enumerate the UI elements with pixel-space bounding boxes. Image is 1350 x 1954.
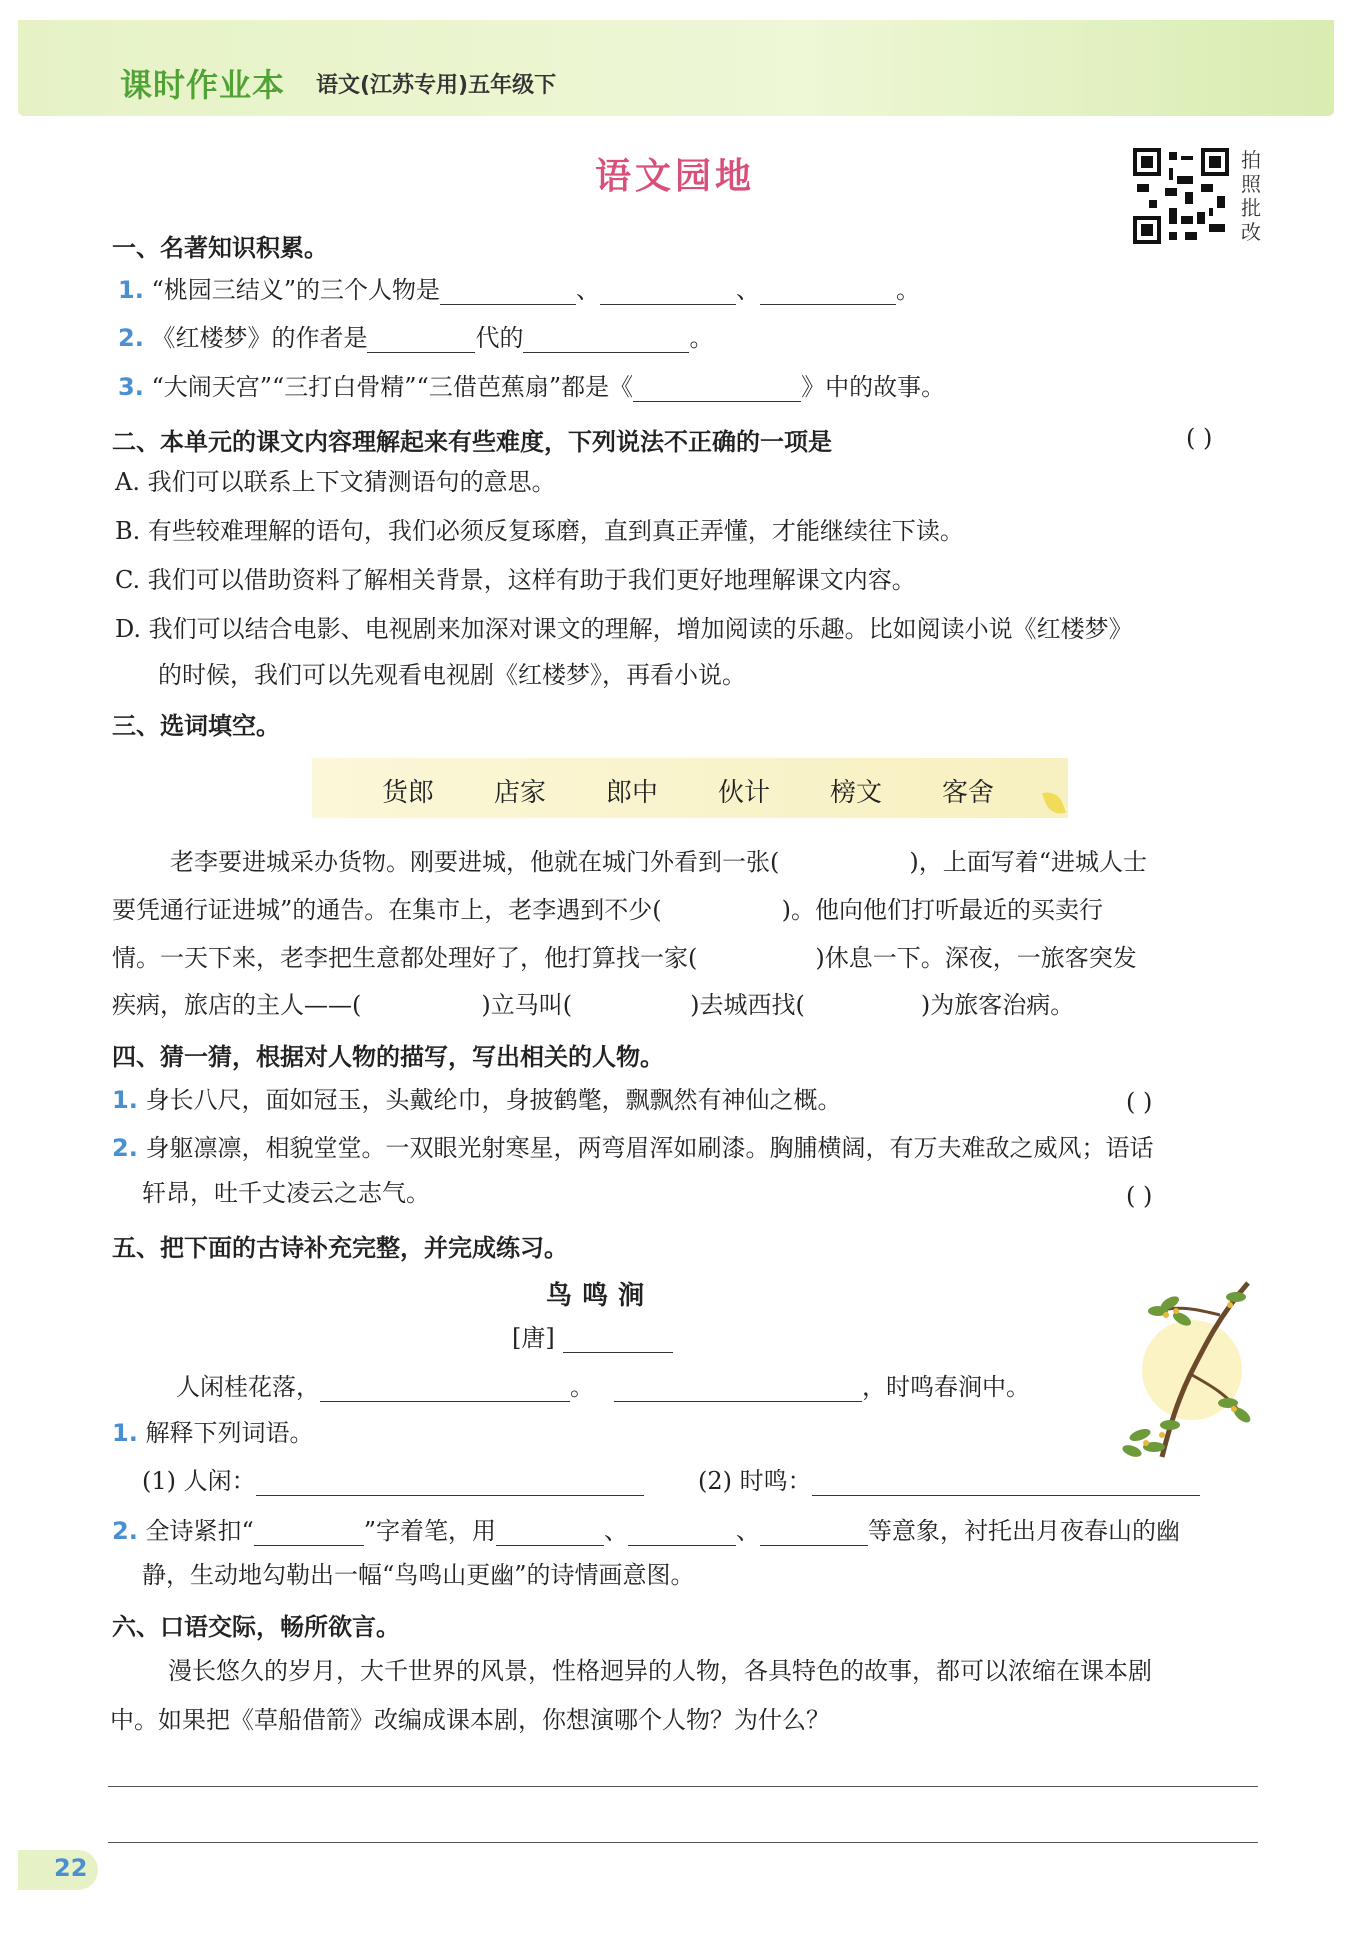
- q-number: 2.: [112, 1517, 138, 1545]
- fill-paragraph-line3: [112, 943, 1137, 973]
- answer-blank[interactable]: [760, 278, 896, 305]
- poem-line: [176, 1372, 1030, 1402]
- separator: 、: [736, 276, 761, 304]
- q-number: 2.: [112, 1134, 138, 1162]
- answer-paren[interactable]: ( ): [1186, 424, 1213, 452]
- s4-q2-line2: 轩昂，吐千丈凌云之志气。: [142, 1179, 430, 1207]
- punct: 。: [689, 324, 714, 352]
- section-3-heading: 三、选词填空。: [112, 712, 280, 740]
- s6-paragraph-line2: 中。如果把《草船借箭》改编成课本剧，你想演哪个人物？为什么？: [110, 1706, 830, 1734]
- poem-author-line: [512, 1323, 673, 1353]
- word-bank-item: 郎中: [606, 778, 659, 808]
- fill-paragraph-line4: [112, 990, 1074, 1020]
- s1-q1: [118, 275, 920, 305]
- fill-paragraph-line2: [112, 895, 1103, 925]
- punct: 。: [570, 1373, 594, 1401]
- term-label: (2) 时鸣：: [698, 1467, 812, 1495]
- poem-title: 鸟鸣涧: [545, 1281, 654, 1311]
- q-text: ”字着笔，用: [363, 1517, 497, 1545]
- s5-q1-b: [698, 1466, 1200, 1496]
- s5-q2-line1: [112, 1516, 1180, 1546]
- qr-code-icon[interactable]: [1133, 148, 1229, 244]
- poem-text: 人闲桂花落，: [176, 1373, 320, 1401]
- answer-blank[interactable]: [628, 1519, 736, 1546]
- section-6-heading: 六、口语交际，畅所欲言。: [112, 1613, 400, 1641]
- section-2-heading: 二、本单元的课文内容理解起来有些难度，下列说法不正确的一项是: [112, 428, 832, 456]
- separator: 、: [604, 1517, 629, 1545]
- s5-q2-line2: 静，生动地勾勒出一幅“鸟鸣山更幽”的诗情画意图。: [142, 1561, 695, 1589]
- q-text: 》中的故事。: [801, 373, 946, 401]
- s5-q1: [112, 1418, 313, 1448]
- poem-blank[interactable]: [614, 1375, 862, 1402]
- writing-line[interactable]: [108, 1786, 1258, 1787]
- q-text: 《红楼梦》的作者是: [151, 324, 368, 352]
- option-a: A. 我们可以联系上下文猜测语句的意思。: [115, 468, 556, 496]
- punct: 。: [896, 276, 921, 304]
- author-blank[interactable]: [563, 1326, 673, 1353]
- para-text: 疾病，旅店的主人——(: [112, 991, 362, 1019]
- qr-label: 拍照批改: [1241, 148, 1261, 244]
- option-c: C. 我们可以借助资料了解相关背景，这样有助于我们更好地理解课文内容。: [115, 566, 916, 594]
- separator: 、: [576, 276, 601, 304]
- para-text: )，上面写着“进城人士: [909, 848, 1148, 876]
- answer-blank[interactable]: [523, 326, 689, 353]
- option-d-line2: 的时候，我们可以先观看电视剧《红楼梦》，再看小说。: [158, 661, 746, 689]
- q-number: 1.: [118, 276, 144, 304]
- para-text: )为旅客治病。: [920, 991, 1075, 1019]
- answer-blank[interactable]: [256, 1469, 644, 1496]
- answer-blank[interactable]: [254, 1519, 364, 1546]
- answer-blank[interactable]: [760, 1519, 868, 1546]
- q-text: 身长八尺，面如冠玉，头戴纶巾，身披鹤氅，飘飘然有神仙之概。: [145, 1086, 842, 1114]
- q-text: “大闹天宫”“三打白骨精”“三借芭蕉扇”都是《: [151, 373, 634, 401]
- section-4-heading: 四、猜一猜，根据对人物的描写，写出相关的人物。: [112, 1043, 664, 1071]
- q-text: 全诗紧扣“: [145, 1517, 254, 1545]
- q-number: 1.: [112, 1086, 138, 1114]
- answer-blank[interactable]: [633, 375, 801, 402]
- q-number: 1.: [112, 1419, 138, 1447]
- s5-q1-a: [142, 1466, 644, 1496]
- poem-blank[interactable]: [320, 1375, 570, 1402]
- word-bank-item: 榜文: [830, 778, 883, 808]
- para-text: 要凭通行证进城”的通告。在集市上，老李遇到不少(: [112, 896, 662, 924]
- q-text: 解释下列词语。: [145, 1419, 314, 1447]
- section-5-heading: 五、把下面的古诗补充完整，并完成练习。: [112, 1234, 568, 1262]
- page-title: 语文园地: [594, 156, 755, 197]
- dynasty-label: [唐]: [512, 1324, 555, 1352]
- brand-title: 课时作业本: [120, 66, 286, 104]
- answer-blank[interactable]: [600, 278, 736, 305]
- s4-q1: [112, 1085, 841, 1115]
- word-bank-item: 货郎: [382, 778, 435, 808]
- writing-line[interactable]: [108, 1842, 1258, 1843]
- q-text: 身躯凛凛，相貌堂堂。一双眼光射寒星，两弯眉浑如刷漆。胸脯横阔，有万夫难敌之威风；语话: [145, 1134, 1154, 1162]
- q-number: 3.: [118, 373, 144, 401]
- word-bank-item: 客舍: [942, 778, 995, 808]
- q-text: “桃园三结义”的三个人物是: [151, 276, 441, 304]
- option-b: B. 有些较难理解的语句，我们必须反复琢磨，直到真正弄懂，才能继续往下读。: [115, 517, 964, 545]
- osmanthus-branch-illustration: [1110, 1275, 1260, 1465]
- word-bank-item: 伙计: [718, 778, 771, 808]
- answer-blank[interactable]: [440, 278, 576, 305]
- para-text: )立马叫(: [481, 991, 573, 1019]
- q-number: 2.: [118, 324, 144, 352]
- section-1-heading: 一、名著知识积累。: [112, 234, 328, 262]
- term-label: (1) 人闲：: [142, 1467, 256, 1495]
- para-text: )去城西找(: [690, 991, 805, 1019]
- s4-q2-line1: [112, 1133, 1153, 1163]
- s1-q3: [118, 372, 945, 402]
- q-text: 代的: [475, 324, 524, 352]
- answer-paren[interactable]: ( ): [1126, 1182, 1153, 1210]
- fill-paragraph-line1: [170, 847, 1147, 877]
- word-bank-item: 店家: [494, 778, 547, 808]
- answer-blank[interactable]: [496, 1519, 604, 1546]
- option-d-line1: D. 我们可以结合电影、电视剧来加深对课文的理解，增加阅读的乐趣。比如阅读小说《红楼梦》: [115, 615, 1133, 643]
- para-text: )休息一下。深夜，一旅客突发: [815, 944, 1137, 972]
- para-text: )。他向他们打听最近的买卖行: [781, 896, 1104, 924]
- poem-text: ，时鸣春涧中。: [862, 1373, 1030, 1401]
- answer-paren[interactable]: ( ): [1126, 1088, 1153, 1116]
- answer-blank[interactable]: [812, 1469, 1200, 1496]
- separator: 、: [736, 1517, 761, 1545]
- s1-q2: [118, 323, 713, 353]
- s6-paragraph-line1: 漫长悠久的岁月，大千世界的风景，性格迥异的人物，各具特色的故事，都可以浓缩在课本剧: [168, 1657, 1152, 1685]
- subject-label: 语文(江苏专用)五年级下: [316, 73, 557, 98]
- para-text: 情。一天下来，老李把生意都处理好了，他打算找一家(: [112, 944, 698, 972]
- q-text: 等意象，衬托出月夜春山的幽: [868, 1517, 1181, 1545]
- para-text: 老李要进城采办货物。刚要进城，他就在城门外看到一张(: [170, 848, 780, 876]
- page-number: 22: [54, 1854, 88, 1882]
- answer-blank[interactable]: [367, 326, 475, 353]
